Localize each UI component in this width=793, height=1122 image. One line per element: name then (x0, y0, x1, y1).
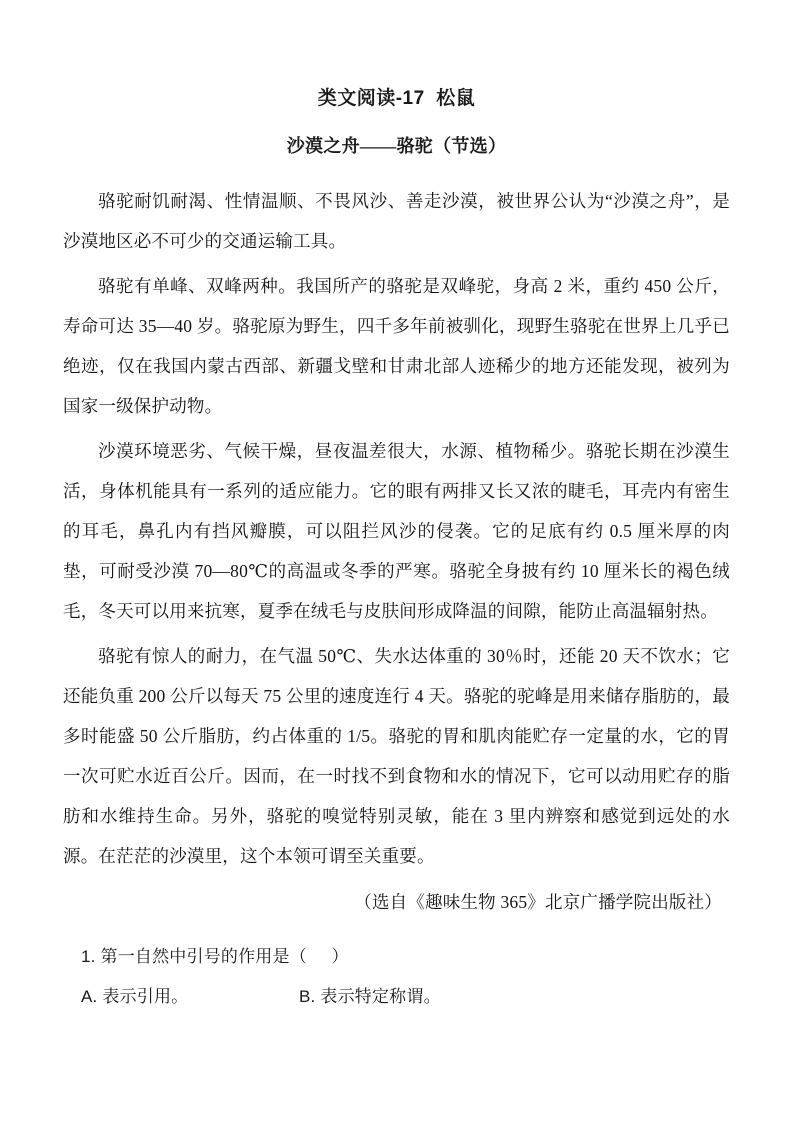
paragraph-4: 骆驼有惊人的耐力，在气温 50℃、失水达体重的 30％时，还能 20 天不饮水；它还能负重 200 公斤以每天 75 公里的速度连行 4 天。骆驼的驼峰是用来储存脂肪的，最多时能盛 50 公斤脂肪，约占体重的 1/5。骆驼的胃和肌肉能贮存一定量的水，它的胃一次可贮水近百公斤。因而，在一时找不到食物和水的情况下，它可以动用贮存的脂肪和水维持生命。另外，骆驼的嗅觉特别灵敏，能在 3 里内辨察和感觉到远处的水源。在茫茫的沙漠里，这个本领可谓至关重要。 (63, 646, 730, 866)
paragraph-1: 骆驼耐饥耐渴、性情温顺、不畏风沙、善走沙漠，被世界公认为“沙漠之舟”，是沙漠地区必不可少的交通运输工具。 (63, 191, 730, 251)
question-1-text: 1. 第一自然中引号的作用是（ ） (81, 947, 349, 966)
questions-section (63, 938, 730, 1016)
page-content (63, 0, 730, 1016)
question-1-option-b[interactable]: B. 表示特定称谓。 (299, 987, 441, 1006)
question-1-option-a[interactable]: A. 表示引用。 (81, 987, 189, 1006)
page-title: 类文阅读-17 松鼠 (317, 88, 476, 109)
paragraph-3: 沙漠环境恶劣、气候干燥，昼夜温差很大，水源、植物稀少。骆驼长期在沙漠生活，身体机能具有一系列的适应能力。它的眼有两排又长又浓的睫毛，耳壳内有密生的耳毛，鼻孔内有挡风瓣膜，可以阻拦风沙的侵袭。它的足底有约 0.5 厘米厚的肉垫，可耐受沙漠 70—80℃的高温或冬季的严寒。骆驼全身披有约 10 厘米长的褐色绒毛，冬天可以用来抗寒，夏季在绒毛与皮肤间形成降温的间隙，能防止高温辐射热。 (63, 441, 730, 621)
article-subtitle: 沙漠之舟——骆驼（节选） (286, 136, 507, 156)
article-body (63, 181, 730, 922)
source-attribution: （选自《趣味生物 365》北京广播学院出版社） (354, 892, 722, 912)
paragraph-2: 骆驼有单峰、双峰两种。我国所产的骆驼是双峰驼，身高 2 米，重约 450 公斤，寿命可达 35—40 岁。骆驼原为野生，四千多年前被驯化，现野生骆驼在世界上几乎已绝迹，仅在我国内蒙古西部、新疆戈壁和甘肃北部人迹稀少的地方还能发现，被列为国家一级保护动物。 (63, 276, 730, 416)
question-1-options (63, 978, 730, 1016)
